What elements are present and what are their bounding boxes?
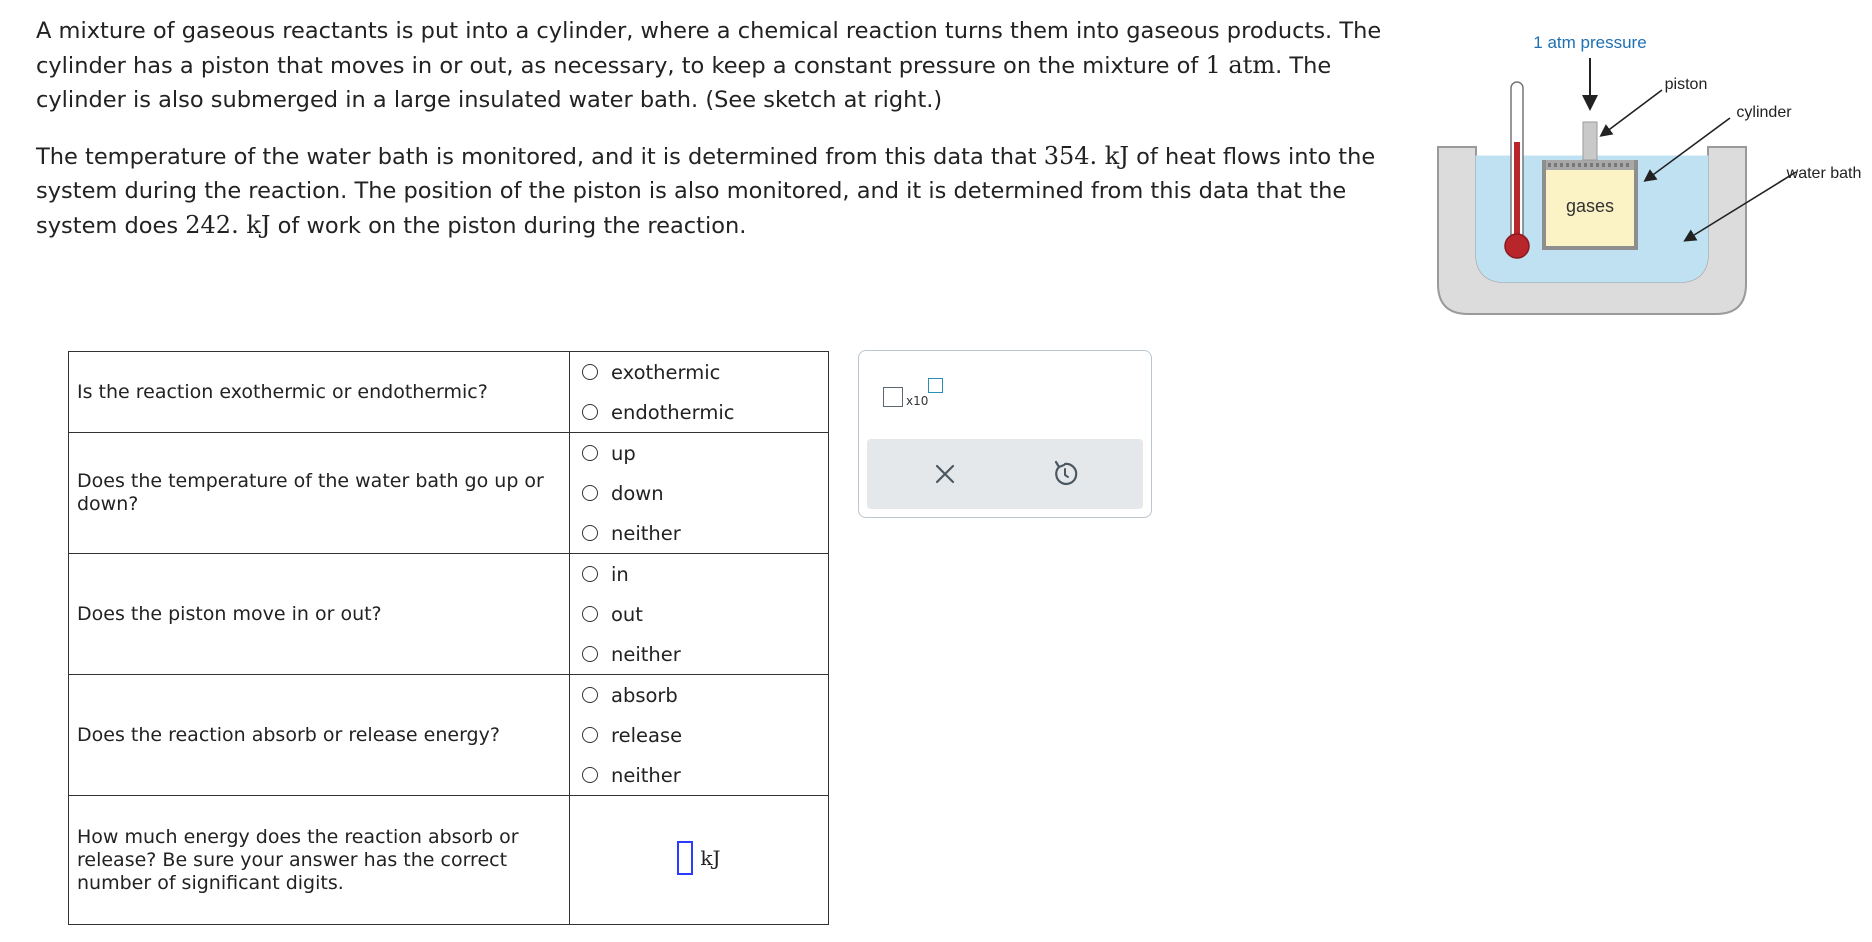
- undo-icon: [1045, 454, 1085, 494]
- energy-answer-input[interactable]: [677, 841, 693, 875]
- radio-button[interactable]: [582, 727, 598, 743]
- thermometer-bulb: [1505, 234, 1529, 258]
- question-row-bath-temp: [69, 433, 829, 554]
- problem-text-span: . The cylinder is also submerged in a large insulated water bath. (See sketch at right.): [36, 53, 1332, 113]
- option-release[interactable]: [570, 715, 828, 755]
- heat-value: 354. kJ: [1043, 142, 1129, 170]
- radio-button[interactable]: [582, 687, 598, 703]
- options-cell: [570, 554, 829, 675]
- problem-paragraph-2: [36, 139, 1406, 243]
- option-label: in: [611, 562, 629, 586]
- option-out[interactable]: [570, 594, 828, 634]
- question-row-absorb-release: [69, 675, 829, 796]
- option-label: release: [611, 723, 683, 747]
- piston-label: piston: [1664, 76, 1708, 93]
- answer-group: [677, 841, 720, 875]
- options-cell: [570, 433, 829, 554]
- piston-pointer: [1602, 90, 1662, 135]
- piston-rod: [1583, 122, 1597, 160]
- cylinder-label: cylinder: [1736, 104, 1792, 121]
- option-neither[interactable]: [570, 513, 828, 553]
- question-text: Does the piston move in or out?: [69, 554, 570, 675]
- radio-button[interactable]: [582, 445, 598, 461]
- radio-button[interactable]: [582, 525, 598, 541]
- answer-cell: [570, 796, 829, 925]
- option-label: out: [611, 602, 643, 626]
- question-row-exo-endo: [69, 352, 829, 433]
- x10-label: x10: [906, 394, 929, 408]
- mantissa-box-icon: [883, 387, 903, 407]
- problem-text-span: A mixture of gaseous reactants is put into a cylinder, where a chemical reaction turns them into gaseous products. The cylinder has a piston that moves in or out, as necessary, to keep a constant pressure on the mixture of: [36, 18, 1382, 79]
- option-label: exothermic: [611, 360, 721, 384]
- radio-button[interactable]: [582, 646, 598, 662]
- option-exothermic[interactable]: [570, 352, 828, 392]
- clear-button[interactable]: [925, 454, 965, 494]
- work-value: 242. kJ: [185, 211, 271, 239]
- option-endothermic[interactable]: [570, 392, 828, 432]
- radio-button[interactable]: [582, 566, 598, 582]
- question-row-energy-amount: [69, 796, 829, 925]
- pressure-label: 1 atm pressure: [1533, 33, 1647, 52]
- thermometer-fluid: [1514, 142, 1520, 242]
- problem-text-span: The temperature of the water bath is monitored, and it is determined from this data that: [36, 144, 1044, 170]
- option-absorb[interactable]: [570, 675, 828, 715]
- question-text: Does the temperature of the water bath go up or down?: [69, 433, 570, 554]
- apparatus-sketch: [1430, 22, 1870, 332]
- close-icon: [925, 454, 965, 494]
- radio-button[interactable]: [582, 485, 598, 501]
- problem-text: [36, 14, 1406, 265]
- question-table: [68, 351, 829, 925]
- problem-paragraph-1: [36, 14, 1406, 117]
- option-label: endothermic: [611, 400, 735, 424]
- options-cell: [570, 675, 829, 796]
- option-in[interactable]: [570, 554, 828, 594]
- unit-label: kJ: [700, 845, 721, 870]
- radio-button[interactable]: [582, 606, 598, 622]
- scientific-notation-button[interactable]: [883, 377, 943, 417]
- tool-bar: [867, 439, 1143, 509]
- exponent-box-icon: [928, 378, 943, 393]
- option-label: neither: [611, 642, 681, 666]
- problem-text-span: of work on the piston during the reaction.: [270, 213, 747, 239]
- radio-button[interactable]: [582, 767, 598, 783]
- question-text: Is the reaction exothermic or endothermic?: [69, 352, 570, 433]
- water-bath-label: water bath: [1786, 165, 1862, 182]
- option-label: down: [611, 481, 664, 505]
- option-down[interactable]: [570, 473, 828, 513]
- answer-tools-panel: [858, 350, 1152, 518]
- option-label: neither: [611, 763, 681, 787]
- undo-button[interactable]: [1045, 454, 1085, 494]
- option-neither[interactable]: [570, 755, 828, 795]
- option-neither[interactable]: [570, 634, 828, 674]
- radio-button[interactable]: [582, 364, 598, 380]
- options-cell: [570, 352, 829, 433]
- question-text: How much energy does the reaction absorb or release? Be sure your answer has the correct number of significant digits.: [69, 796, 570, 925]
- option-up[interactable]: [570, 433, 828, 473]
- question-text: Does the reaction absorb or release energy?: [69, 675, 570, 796]
- radio-button[interactable]: [582, 404, 598, 420]
- option-label: neither: [611, 521, 681, 545]
- gases-label: gases: [1565, 196, 1615, 216]
- option-label: absorb: [611, 683, 678, 707]
- option-label: up: [611, 441, 636, 465]
- question-row-piston: [69, 554, 829, 675]
- pressure-value: 1 atm: [1205, 51, 1276, 79]
- problem-text-span: of heat flows into the system during the reaction. The position of the piston is also monitored, and it is determined from this data that the system does: [36, 144, 1376, 239]
